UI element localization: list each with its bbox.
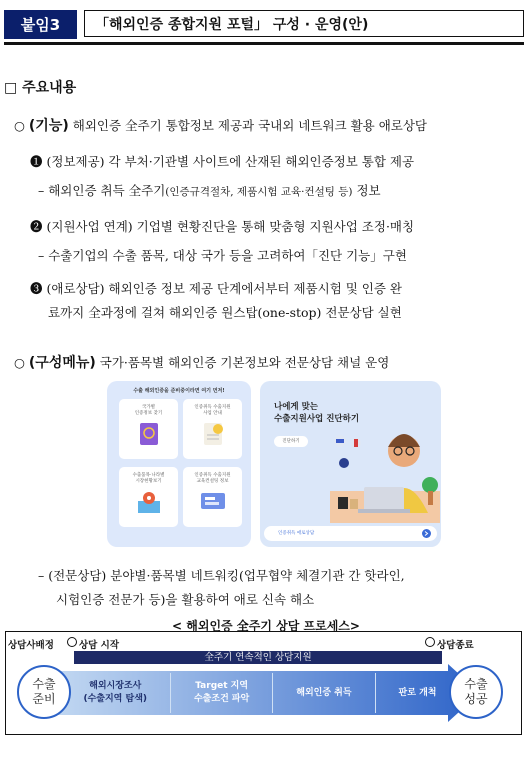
tile-label: 수출품목·나라별 시장현황보기 — [132, 473, 165, 484]
certificate-icon — [198, 421, 228, 447]
tile-label: 인증취득 수출지원 사업 안내 — [194, 405, 231, 416]
step-divider — [375, 673, 376, 713]
start-label: 상담 시작 — [79, 640, 120, 651]
counselor-assigned-label: 상담사배정 — [8, 640, 54, 651]
banner-title-line1: 나에게 맞는 — [274, 402, 319, 412]
consult-bar[interactable] — [264, 526, 437, 541]
arrow-right-icon — [422, 529, 431, 538]
function-text: 해외인증 全주기 통합정보 제공과 국내외 네트워크 활용 애로상담 — [68, 118, 428, 133]
continuous-support-bar: 全주기 연속적인 상담지원 — [74, 651, 442, 664]
subitem-text-end: 정보 — [352, 183, 381, 198]
bullet-mark: ○ — [14, 118, 25, 133]
menu-bullet — [14, 352, 389, 372]
title-divider — [4, 42, 524, 45]
menu-lead: (구성메뉴) — [28, 355, 96, 371]
number-1-icon: ❶ — [30, 154, 43, 169]
end-marker-icon — [425, 637, 435, 647]
board-icon — [198, 489, 228, 515]
item-consulting — [30, 279, 402, 297]
tile-market-status — [119, 467, 178, 527]
map-pin-icon — [134, 489, 164, 515]
image-heading: 수출 해외인증을 준비중이라면 여기 먼저! — [133, 388, 225, 394]
portal-menu-image — [107, 381, 251, 547]
start-marker-icon — [67, 637, 77, 647]
banner-title-line2: 수출지원사업 진단하기 — [274, 414, 360, 424]
step-market-development: 판로 개척 — [398, 687, 437, 698]
consult-line-1: – (전문상담) 분야별·품목별 네트워킹(업무협약 체결기관 간 핫라인, — [38, 568, 405, 583]
function-lead: (기능) — [28, 118, 69, 134]
export-prep-circle — [17, 665, 71, 719]
tile-label: 국가별 인증정보 찾기 — [134, 405, 163, 416]
subitem-diagnosis — [38, 246, 407, 264]
process-title: < 해외인증 全주기 상담 프로세스> — [172, 619, 360, 633]
bullet-mark: ○ — [14, 355, 25, 370]
tile-label: 인증취득 수출지원 교육컨설팅 정보 — [194, 473, 231, 484]
end-label: 상담종료 — [437, 640, 474, 651]
subitem-lifecycle-info — [38, 181, 381, 199]
title-text: 「해외인증 종합지원 포털」 구성 · 운영(안) — [95, 16, 369, 33]
item-text-cont: 료까지 全과정에 걸쳐 해외인증 원스탑(one-stop) 전문상담 실현 — [48, 305, 402, 320]
export-prep-label: 수출 준비 — [32, 677, 56, 706]
dash-mark: – — [38, 248, 45, 263]
tile-support-programs — [183, 399, 242, 459]
function-bullet — [14, 115, 427, 135]
passport-icon — [134, 421, 164, 447]
item-program-link — [30, 217, 414, 235]
subitem-note: (인증규격절차, 제품시험 교육·컨설팅 등) — [165, 186, 353, 198]
tile-education — [183, 467, 242, 527]
consult-line-2: 시험인증 전문가 등)을 활용하여 애로 신속 해소 — [56, 592, 315, 607]
dash-mark: – — [38, 183, 45, 198]
item-info-provision — [30, 152, 414, 170]
document-title — [84, 10, 524, 37]
process-steps — [72, 671, 448, 715]
step-certification: 해외인증 취득 — [296, 687, 352, 698]
diagnose-button[interactable]: 진단하기 — [274, 436, 308, 447]
subitem-text: 해외인증 취득 全주기 — [48, 183, 166, 198]
item-consulting-cont — [48, 303, 402, 321]
export-success-circle — [449, 665, 503, 719]
person-at-laptop-icon — [330, 421, 440, 523]
consult-bar-label: 인증취득 애로상담 — [278, 531, 315, 536]
section-heading: □ 주요내용 — [4, 80, 77, 96]
number-3-icon: ❸ — [30, 281, 43, 296]
step-market-research: 해외시장조사 (수출지역 탐색) — [83, 681, 148, 704]
item-text: (지원사업 연계) 기업별 현황진단을 통해 맞춤형 지원사업 조정·매칭 — [46, 219, 415, 234]
diagnosis-banner-image — [260, 381, 441, 547]
step-divider — [170, 673, 171, 713]
subitem-text: 수출기업의 수출 품목, 대상 국가 등을 고려하여「진단 기능」구현 — [48, 248, 407, 263]
item-text: (정보제공) 각 부처·기관별 사이트에 산재된 해외인증정보 통합 제공 — [46, 154, 415, 169]
number-2-icon: ❷ — [30, 219, 43, 234]
step-target-region: Target 지역 수출조건 파악 — [193, 681, 250, 704]
appendix-tag: 붙임3 — [4, 10, 77, 39]
item-text: (애로상담) 해외인증 정보 제공 단계에서부터 제품시험 및 인증 완 — [46, 281, 402, 296]
menu-text: 국가·품목별 해외인증 기본정보와 전문상담 채널 운영 — [95, 355, 390, 370]
step-divider — [272, 673, 273, 713]
export-success-label: 수출 성공 — [464, 677, 488, 706]
tile-country-info — [119, 399, 178, 459]
